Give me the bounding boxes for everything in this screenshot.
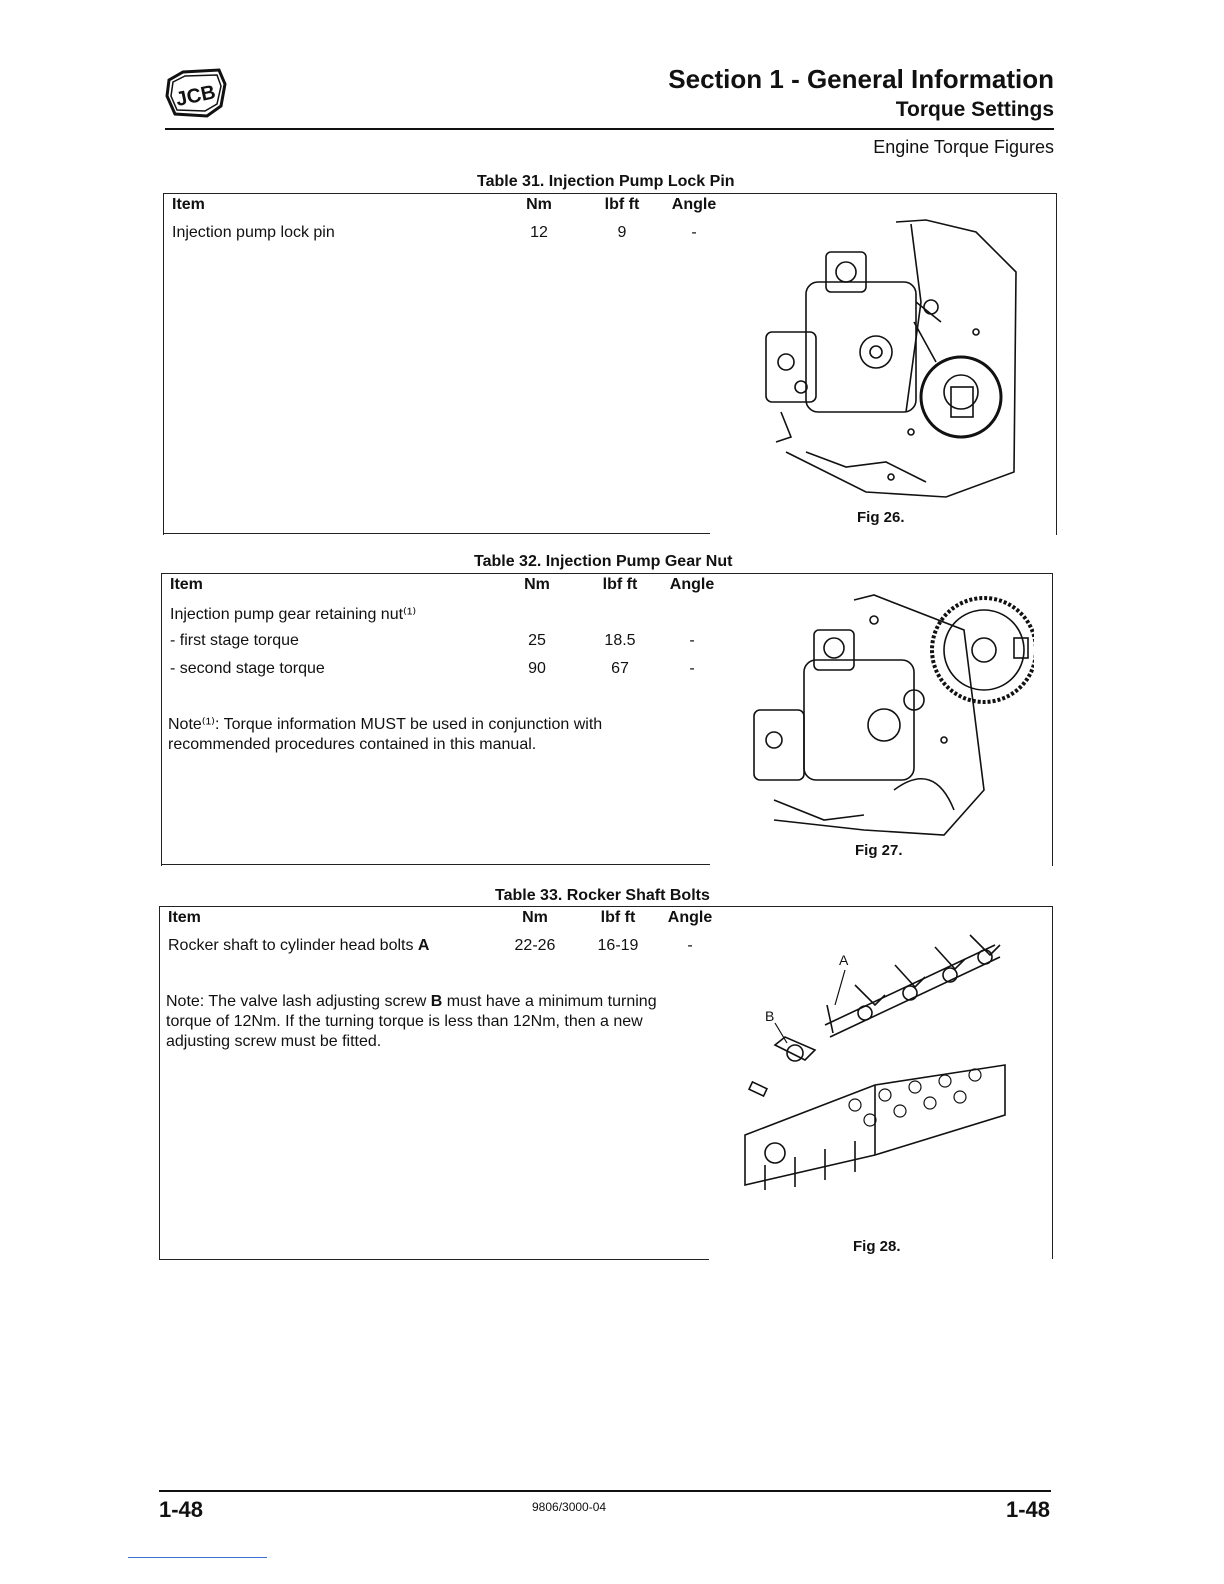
cell-nm: 90 <box>528 660 546 677</box>
cell-lbf: 67 <box>611 660 629 677</box>
document-number: 9806/3000-04 <box>532 1500 607 1514</box>
table-32-title: Table 32. Injection Pump Gear Nut <box>474 553 733 570</box>
col-lbf-ft: lbf ft <box>604 196 640 213</box>
table-note: Note: The valve lash adjusting screw B must have a minimum turning torque of 12Nm. If the turning torque is less than 12Nm, then a new adjusting screw must be fitted. <box>166 993 657 1050</box>
cell-lbf: 18.5 <box>604 632 636 649</box>
cell-item: Injection pump lock pin <box>172 224 335 241</box>
figure-caption: Fig 28. <box>853 1238 901 1255</box>
col-nm: Nm <box>522 909 548 926</box>
injection-pump-gear-figure <box>744 590 1034 840</box>
col-nm: Nm <box>524 576 550 593</box>
rocker-shaft-figure <box>735 925 1025 1225</box>
page-number-right: 1-48 <box>1005 1497 1050 1522</box>
header-rule <box>165 128 1054 130</box>
page-number-left: 1-48 <box>159 1497 204 1522</box>
topic-title: Engine Torque Figures <box>873 137 1054 157</box>
label-b: B <box>765 1008 775 1024</box>
cell-item: - first stage torque <box>170 632 299 649</box>
col-angle: Angle <box>669 576 715 593</box>
section-title: Section 1 - General Information <box>668 64 1054 94</box>
cell-angle: - <box>689 632 695 649</box>
cell-nm: 22-26 <box>514 937 556 954</box>
cell-item: Injection pump gear retaining nut⁽¹⁾ <box>170 606 417 623</box>
table-31 <box>163 193 1057 535</box>
table-31-title: Table 31. Injection Pump Lock Pin <box>477 173 735 190</box>
cell-angle: - <box>687 937 693 954</box>
subsection-title: Torque Settings <box>895 98 1054 121</box>
cell-nm: 25 <box>528 632 546 649</box>
table-33-bottom-rule <box>159 1259 709 1260</box>
col-nm: Nm <box>526 196 552 213</box>
table-33 <box>159 906 1053 1259</box>
cell-item: - second stage torque <box>170 660 325 677</box>
figure-caption: Fig 27. <box>855 842 903 859</box>
figure-caption: Fig 26. <box>857 509 905 526</box>
table-32-bottom-rule <box>161 864 710 865</box>
col-lbf-ft: lbf ft <box>602 576 638 593</box>
footer-rule <box>159 1490 1051 1492</box>
table-33-title: Table 33. Rocker Shaft Bolts <box>495 887 710 904</box>
table-32 <box>161 573 1053 866</box>
col-angle: Angle <box>671 196 717 213</box>
cell-lbf: 16-19 <box>597 937 639 954</box>
col-item: Item <box>172 196 205 213</box>
cell-angle: - <box>689 660 695 677</box>
col-item: Item <box>170 576 203 593</box>
table-note: Note⁽¹⁾: Torque information MUST be used in conjunction with recommended procedures contained in this manual. <box>168 716 603 753</box>
footer-link-underline <box>128 1557 267 1558</box>
logo-text: JCB <box>173 81 218 112</box>
label-a: A <box>839 952 849 968</box>
cell-angle: - <box>691 224 697 241</box>
table-31-bottom-rule <box>163 533 710 534</box>
col-item: Item <box>168 909 201 926</box>
injection-pump-figure <box>746 212 1036 502</box>
col-lbf-ft: lbf ft <box>600 909 636 926</box>
cell-item: Rocker shaft to cylinder head bolts A <box>168 937 430 954</box>
cell-lbf: 9 <box>617 224 627 241</box>
cell-nm: 12 <box>530 224 548 241</box>
col-angle: Angle <box>667 909 713 926</box>
jcb-logo <box>163 66 229 120</box>
